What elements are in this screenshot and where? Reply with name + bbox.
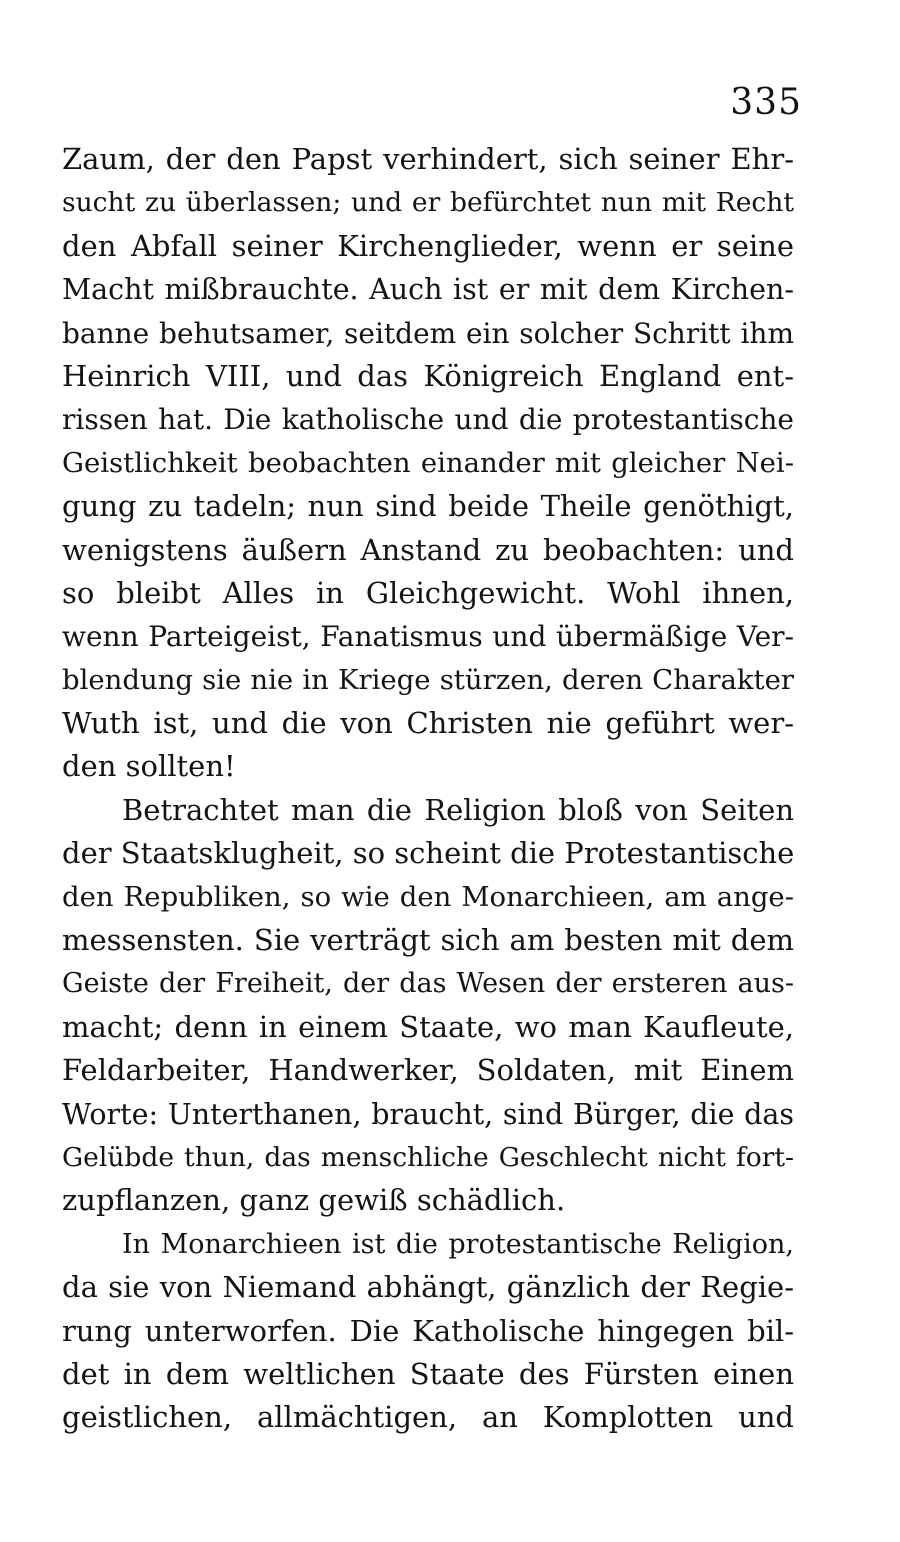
text-line: Geistlichkeit beobachten einander mit gleicher Nei- (62, 446, 794, 479)
text-line: Gelübde thun, das menschliche Geschlecht nicht fort- (62, 1141, 794, 1173)
text-line: Zaum, der den Papst verhindert, sich seiner Ehr- (62, 142, 794, 176)
text-line: wenigstens äußern Anstand zu beobachten: und (62, 532, 794, 567)
text-line: Geiste der Freiheit, der das Wesen der ersteren aus- (62, 968, 794, 1000)
text-line: da sie von Niemand abhängt, gänzlich der Regie- (62, 1270, 794, 1305)
text-line: banne behutsamer, seitdem ein solcher Schritt ihm (62, 316, 794, 350)
text-line: gung zu tadeln; nun sind beide Theile genöthigt, (62, 489, 794, 524)
text-line: det in dem weltlichen Staate des Fürsten einen (62, 1356, 794, 1391)
paragraph-3 (62, 1223, 794, 1440)
text-line: Wuth ist, und die von Christen nie geführt wer- (62, 706, 794, 741)
text-line: Heinrich VIII, und das Königreich England ent- (62, 358, 794, 393)
text-line: messensten. Sie verträgt sich am besten mit dem (62, 923, 794, 958)
text-line: geistlichen, allmächtigen, an Komplotten und (62, 1400, 794, 1435)
text-line: den Republiken, so wie den Monarchieen, am ange- (62, 880, 794, 913)
body-text (62, 138, 794, 1440)
text-line: Feldarbeiter, Handwerker, Soldaten, mit Einem (62, 1053, 794, 1088)
text-line: den Abfall seiner Kirchenglieder, wenn er seine (62, 228, 794, 263)
page-number: 335 (730, 82, 802, 123)
text-line: so bleibt Alles in Gleichgewicht. Wohl ihnen, (62, 575, 794, 610)
text-line: sucht zu überlassen; und er befürchtet nun mit Recht (62, 187, 794, 219)
paragraph-1 (62, 138, 794, 789)
text-line: den sollten! (62, 749, 236, 784)
text-line: zupflanzen, ganz gewiß schädlich. (62, 1183, 566, 1218)
text-line: In Monarchieen ist die protestantische Religion, (122, 1228, 794, 1260)
text-line: wenn Parteigeist, Fanatismus und übermäßige Ver- (62, 620, 794, 654)
text-line: rung unterworfen. Die Katholische hingegen bil- (62, 1313, 794, 1348)
text-line: rissen hat. Die katholische und die protestantische (62, 403, 794, 437)
text-line: Betrachtet man die Religion bloß von Seiten (122, 792, 794, 827)
text-line: blendung sie nie in Kriege stürzen, deren Charakter (62, 663, 794, 696)
text-line: macht; denn in einem Staate, wo man Kaufleute, (62, 1009, 794, 1044)
text-line: Worte: Unterthanen, braucht, sind Bürger, die das (62, 1097, 794, 1131)
paragraph-2 (62, 789, 794, 1223)
text-line: Macht mißbrauchte. Auch ist er mit dem Kirchen- (62, 273, 794, 307)
text-line: der Staatsklugheit, so scheint die Protestantische (62, 836, 795, 871)
